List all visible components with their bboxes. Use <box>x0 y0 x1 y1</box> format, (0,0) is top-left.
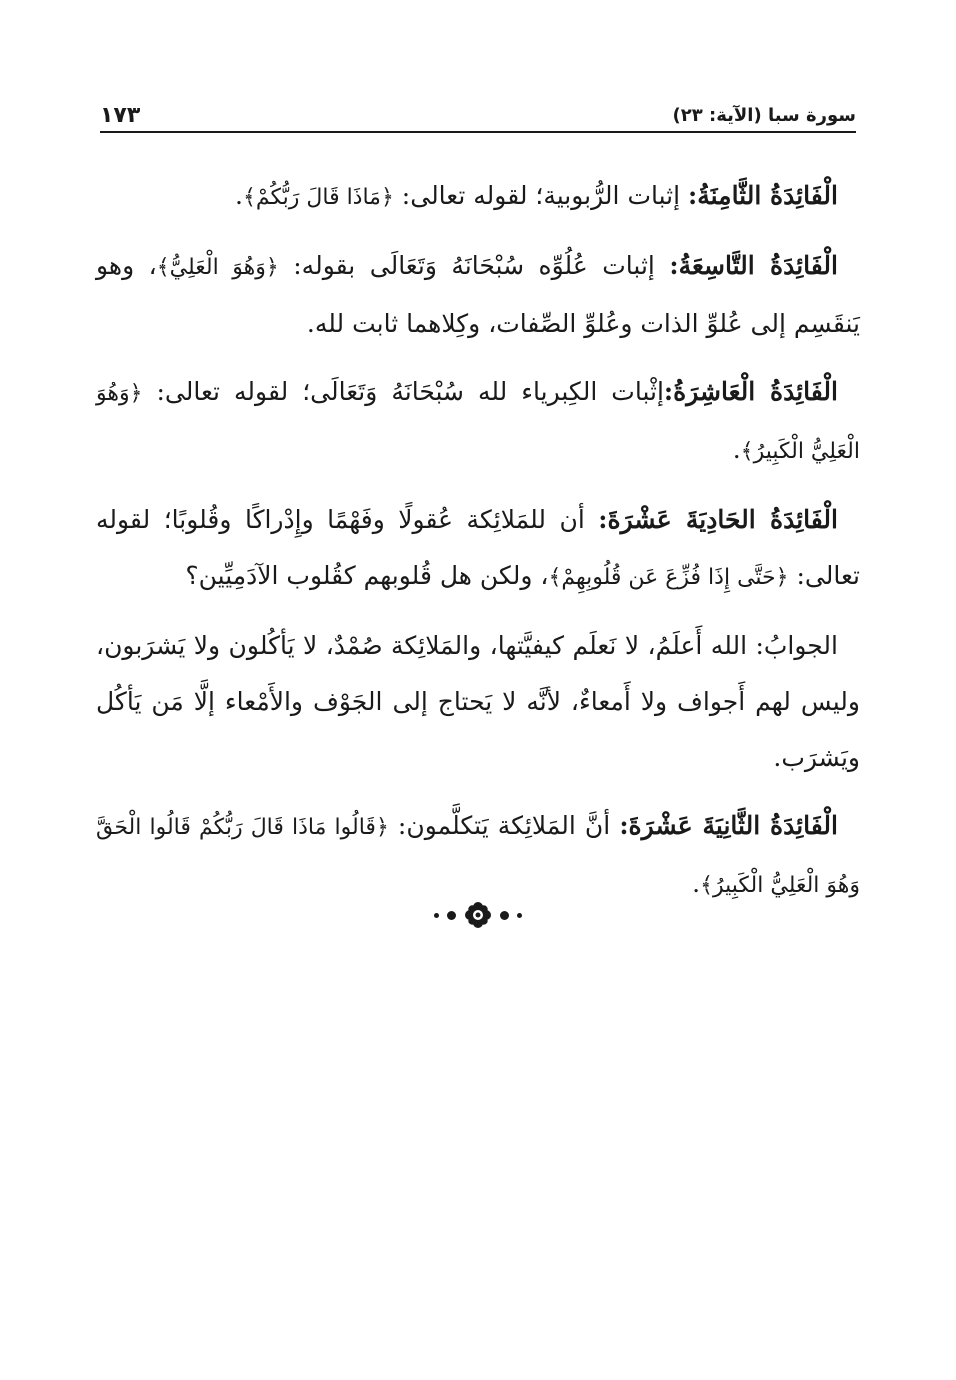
paragraph-text: . <box>235 181 243 210</box>
paragraph-text: الجوابُ: الله أَعلَمُ، لا نَعلَم كيفيَّتها، والمَلائِكة صُمْدٌ، لا يَأكُلون ولا يَشرَبون، وليس لهم أَجواف ولا أَمعاءٌ، لأنَّه لا يَحتاج إلى الجَوْف والأَمْعاء إلَّا مَن يَأكُل ويَشرَب. <box>96 631 860 772</box>
paragraph-text: ، ولكن هل قُلوبهم كقُلوب الآدَمِيِّين؟ <box>185 561 549 590</box>
paragraph-text: . <box>732 435 741 464</box>
paragraph-text: إثبات عُلُوِّه سُبْحَانَهُ وَتَعَالَى بقوله: <box>278 251 670 280</box>
ornament-dot-icon <box>434 913 439 918</box>
paragraph-text: إثبات الرُّبوبية؛ لقوله تعالى: <box>393 181 688 210</box>
section-ornament <box>0 895 956 935</box>
paragraph-benefit-10 <box>96 364 860 480</box>
running-title: سورة سبا (الآية: ٢٣) <box>672 105 856 126</box>
ornament-dot-icon <box>447 911 456 920</box>
quran-verse: ﴿حَتَّى إِذَا فُزِّعَ عَن قُلُوبِهِمْ﴾ <box>548 565 789 590</box>
paragraph-benefit-11 <box>96 492 860 606</box>
paragraph-benefit-8 <box>96 168 860 226</box>
paragraph-lead: الْفَائِدَةُ الثَّانِيَةَ عَشْرَةَ: <box>619 811 838 840</box>
quran-verse: ﴿قَالُوا مَاذَا قَالَ رَبُّكُمْ قَالُوا الْحَقَّ وَهُوَ الْعَلِيُّ الْكَبِيرُ﴾ <box>96 815 860 898</box>
quran-verse: ﴿مَاذَا قَالَ رَبُّكُمْ﴾ <box>242 185 394 210</box>
page-content <box>96 168 860 926</box>
paragraph-answer <box>96 618 860 786</box>
paragraph-lead: الْفَائِدَةُ التَّاسِعَةُ: <box>669 251 838 280</box>
page-header <box>100 92 856 128</box>
ornament-dot-icon <box>500 911 509 920</box>
flower-ornament-icon <box>464 901 492 929</box>
paragraph-benefit-9 <box>96 238 860 352</box>
paragraph-lead: الْفَائِدَةُ الحَادِيَةَ عَشْرَةَ: <box>598 505 838 534</box>
paragraph-lead: الْفَائِدَةُ الثَّامِنَةُ: <box>688 181 838 210</box>
paragraph-text: ، وهو يَنقَسِم إلى عُلوِّ الذات وعُلوِّ الصِّفات، وكِلاهما ثابت لله. <box>96 251 860 338</box>
header-rule <box>100 131 856 133</box>
paragraph-text: أنَّ المَلائِكة يَتكلَّمون: <box>388 811 620 840</box>
ornament-dot-icon <box>517 913 522 918</box>
page-number: ١٧٣ <box>100 103 141 128</box>
paragraph-text: إثْبات الكِبرياء لله سُبْحَانَهُ وَتَعَالَى؛ لقوله تعالى: <box>142 377 664 406</box>
paragraph-lead: الْفَائِدَةُ الْعَاشِرَةُ: <box>663 377 838 406</box>
quran-verse: ﴿وَهُوَ الْعَلِيُّ الْكَبِيرُ﴾ <box>96 381 860 464</box>
paragraph-text: . <box>692 869 701 898</box>
paragraph-text: أن للمَلائِكة عُقولًا وفَهْمًا وإِدْراكًا وقُلوبًا؛ لقوله تعالى: <box>96 505 860 590</box>
quran-verse: ﴿وَهُوَ الْعَلِيُّ﴾ <box>156 255 279 280</box>
